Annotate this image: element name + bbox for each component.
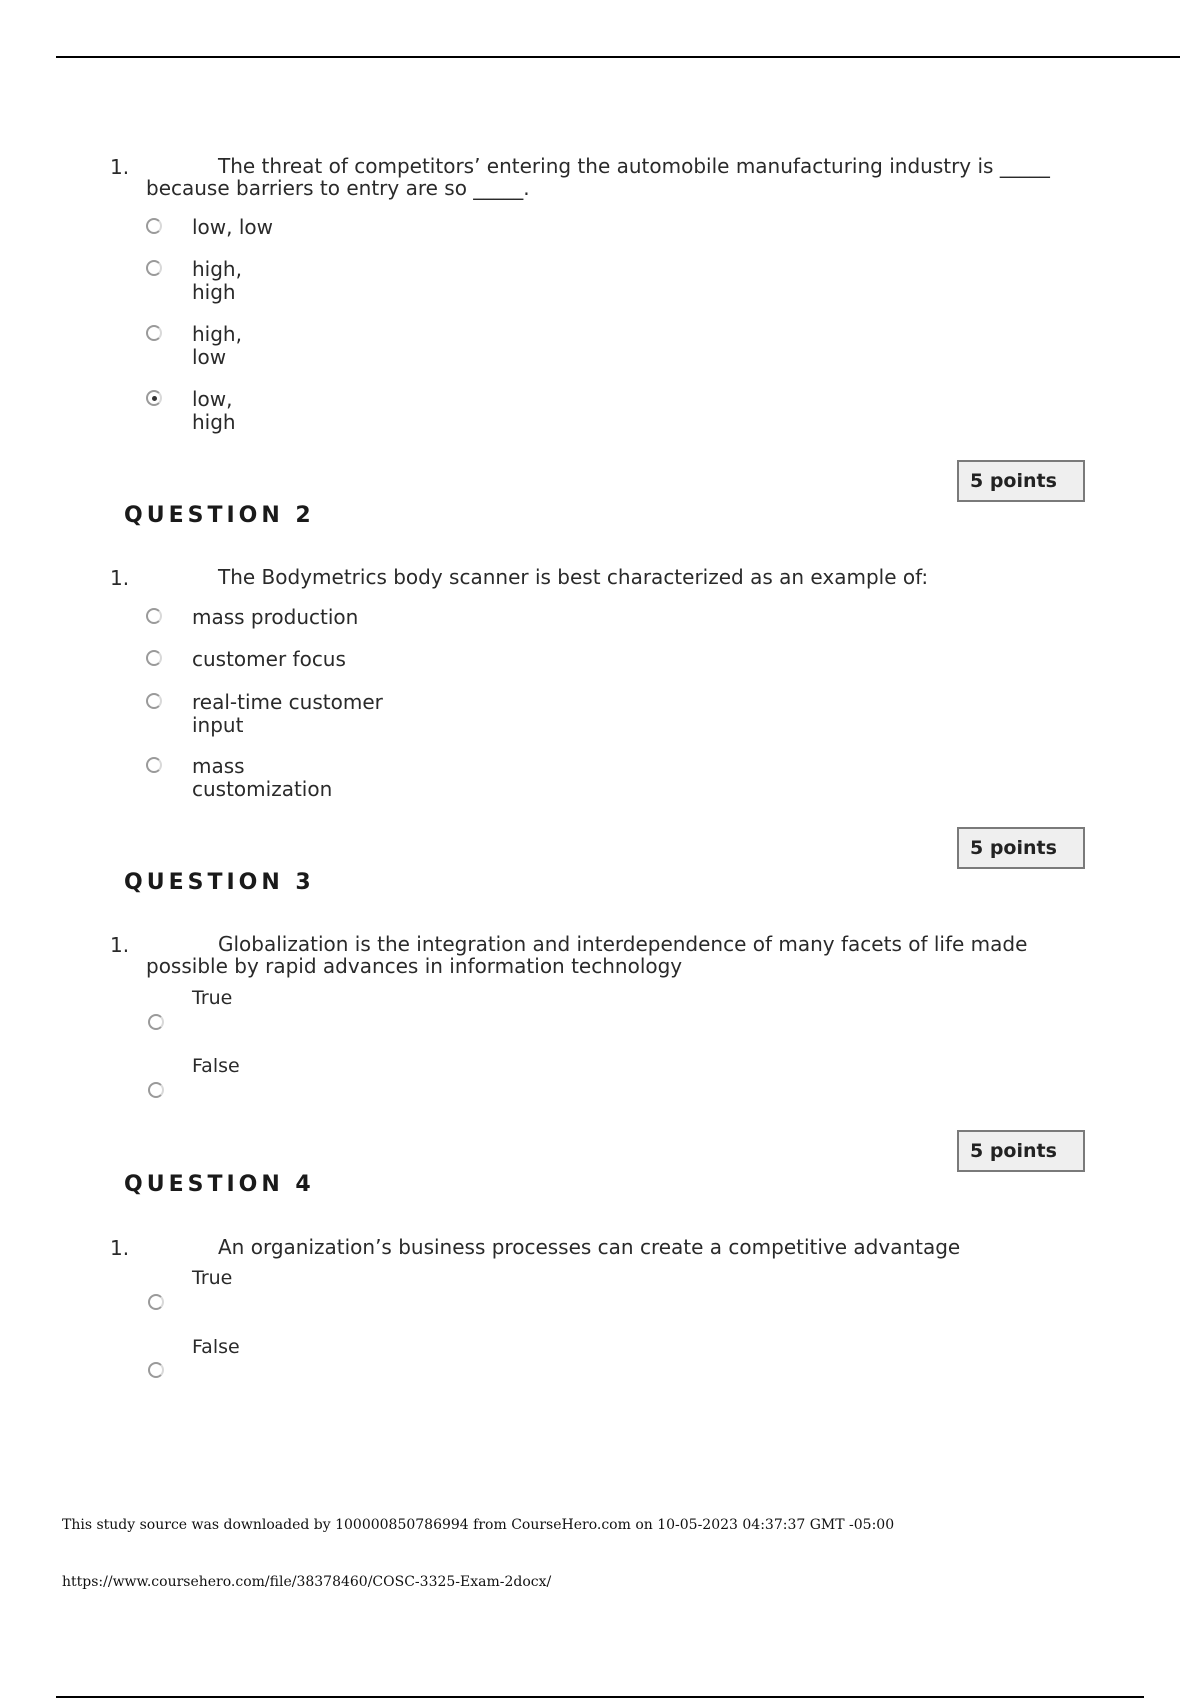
question-heading: QUESTION 2 <box>124 503 315 528</box>
question-heading: QUESTION 3 <box>124 870 315 895</box>
question-text: An organization’s business processes can create a competitive advantage <box>218 1235 961 1259</box>
radio-button[interactable] <box>148 1294 164 1310</box>
download-notice: This study source was downloaded by 100000850786994 from CourseHero.com on 10-05-2023 04:37:37 GMT -05:00 <box>62 1517 895 1533</box>
question-number: 1. <box>110 933 130 957</box>
radio-button[interactable] <box>148 1082 164 1098</box>
bottom-rule <box>56 1696 1144 1698</box>
radio-button[interactable] <box>148 1014 164 1030</box>
top-rule <box>56 56 1180 58</box>
radio-button[interactable] <box>146 325 162 341</box>
radio-button[interactable] <box>146 650 162 666</box>
points-badge: 5 points <box>957 1130 1085 1172</box>
radio-button-selected[interactable] <box>146 390 162 406</box>
points-badge: 5 points <box>957 460 1085 502</box>
radio-button[interactable] <box>146 260 162 276</box>
radio-button[interactable] <box>146 693 162 709</box>
radio-button[interactable] <box>148 1362 164 1378</box>
question-text: The threat of competitors’ entering the automobile manufacturing industry is _____ because barriers to entry are so _____. <box>146 154 1050 200</box>
radio-button[interactable] <box>146 757 162 773</box>
question-heading: QUESTION 4 <box>124 1172 315 1197</box>
question-text: Globalization is the integration and interdependence of many facets of life made possible by rapid advances in information technology <box>146 932 1028 978</box>
question-text: The Bodymetrics body scanner is best characterized as an example of: <box>218 565 929 589</box>
radio-button[interactable] <box>146 608 162 624</box>
radio-button[interactable] <box>146 218 162 234</box>
question-number: 1. <box>110 155 130 179</box>
source-url: https://www.coursehero.com/file/38378460/COSC-3325-Exam-2docx/ <box>62 1574 552 1590</box>
question-number: 1. <box>110 1236 130 1260</box>
points-badge: 5 points <box>957 827 1085 869</box>
question-number: 1. <box>110 566 130 590</box>
